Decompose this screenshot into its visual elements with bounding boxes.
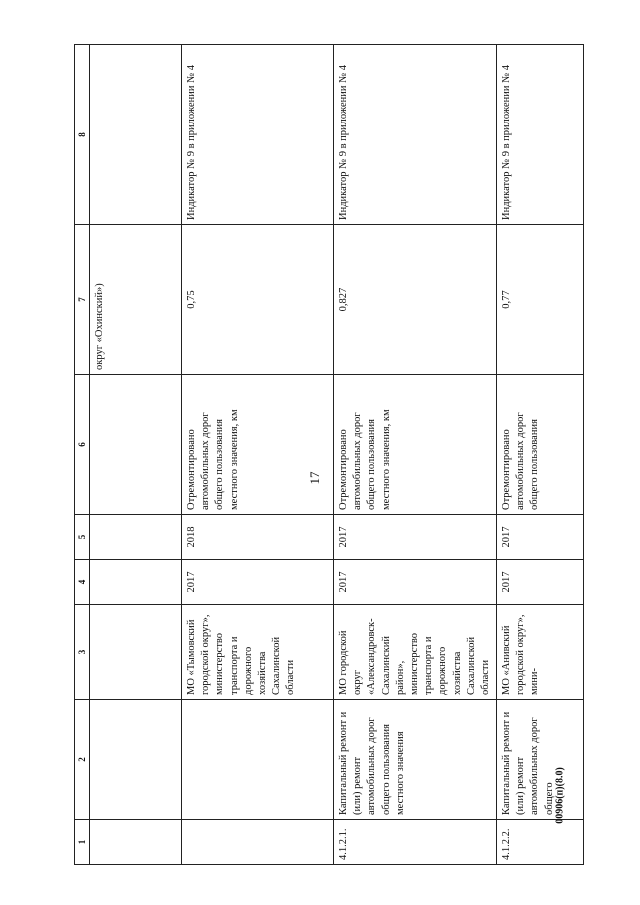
column-header: 2 [75,700,90,820]
cell-indicator-name: Отремонтировано автомобильных дорог общего пользования [497,375,584,515]
cell-activity: Капитальный ремонт и (или) ремонт автомобильных дорог общего пользования местного значения [334,700,497,820]
cell-executor: МО «Анивский городской округ», мини- [497,605,584,700]
column-header: 1 [75,820,90,865]
cell-indicator-name: Отремонтировано автомобильных дорог общего пользования местного значения, км [182,375,334,515]
cell-start-year: 2017 [182,560,334,605]
column-header: 8 [75,45,90,225]
cell-executor: МО городской округ «Александровск-Сахалинский район», министерство транспорта и дорожного хозяйства Сахалинской области [334,605,497,700]
cell-executor [90,605,182,700]
cell-indicator-name: Отремонтировано автомобильных дорог общего пользования местного значения, км [334,375,497,515]
cell-value: 0,77 [497,225,584,375]
cell-start-year: 2017 [497,560,584,605]
cell-reference: Индикатор № 9 в приложении № 4 [497,45,584,225]
cell-end-year: 2018 [182,515,334,560]
program-table [74,44,584,865]
column-header: 3 [75,605,90,700]
column-header: 4 [75,560,90,605]
cell-value: 0,827 [334,225,497,375]
page-number: 17 [307,471,322,485]
cell-activity [182,700,334,820]
cell-number: 4.1.2.2. [497,820,584,865]
cell-value: округ «Охинский») [90,225,182,375]
column-header: 7 [75,225,90,375]
cell-activity: Капитальный ремонт и (или) ремонт автомобильных дорог общего [497,700,584,820]
column-header: 6 [75,375,90,515]
cell-activity [90,700,182,820]
header-row [75,45,90,865]
table-row [334,45,497,865]
cell-indicator-name [90,375,182,515]
cell-value: 0,75 [182,225,334,375]
cell-end-year [90,515,182,560]
cell-end-year: 2017 [497,515,584,560]
cell-reference [90,45,182,225]
cell-number: 4.1.2.1. [334,820,497,865]
cell-number [90,820,182,865]
cell-start-year [90,560,182,605]
table-container [74,45,555,865]
table-row [90,45,182,865]
table-row [497,45,584,865]
table-row [182,45,334,865]
cell-executor: МО «Тымовский городской округ», министерство транспорта и дорожного хозяйства Сахалинской области [182,605,334,700]
column-header: 5 [75,515,90,560]
cell-reference: Индикатор № 9 в приложении № 4 [182,45,334,225]
cell-reference: Индикатор № 9 в приложении № 4 [334,45,497,225]
cell-number [182,820,334,865]
document-code: 00906(п)(8.0) [554,767,566,824]
cell-start-year: 2017 [334,560,497,605]
cell-end-year: 2017 [334,515,497,560]
